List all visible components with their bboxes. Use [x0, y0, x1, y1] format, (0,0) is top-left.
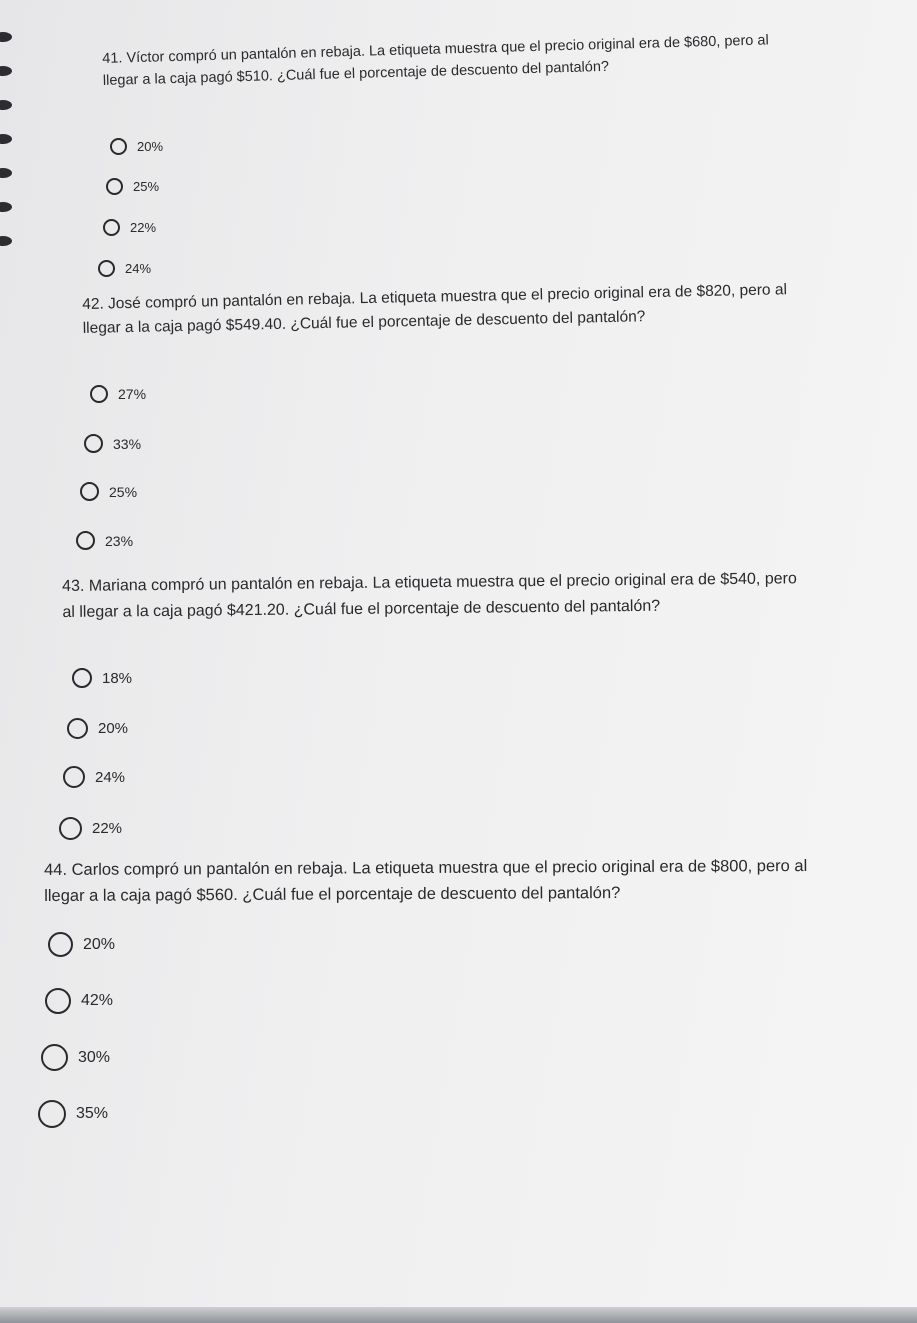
- q43-option-4[interactable]: [59, 817, 122, 840]
- binding-hole: [0, 100, 12, 110]
- option-label: 42%: [81, 992, 114, 1009]
- radio-button[interactable]: [90, 385, 108, 403]
- q41-option-4[interactable]: [98, 260, 151, 277]
- binding-hole: [0, 236, 12, 246]
- option-label: 25%: [109, 483, 138, 500]
- q42-option-3[interactable]: [80, 482, 137, 501]
- question-42-text: 42. José compró un pantalón en rebaja. La etiqueta muestra que el precio original era de $820, pero al llegar a la caja pagó $549.40. ¿Cuál fue el porcentaje de descuento del pantalón?: [82, 281, 788, 338]
- q42-option-1[interactable]: [90, 385, 146, 403]
- page-bottom-edge: [0, 1307, 917, 1323]
- option-label: 22%: [92, 820, 123, 837]
- radio-button[interactable]: [103, 219, 120, 236]
- q41-option-3[interactable]: [103, 219, 156, 236]
- q42-option-4[interactable]: [76, 531, 133, 550]
- radio-button[interactable]: [38, 1100, 66, 1128]
- radio-button[interactable]: [63, 766, 85, 788]
- question-43: [62, 566, 812, 625]
- question-44: [44, 853, 844, 910]
- option-label: 25%: [133, 179, 160, 194]
- q44-option-2[interactable]: [45, 988, 113, 1014]
- radio-button[interactable]: [48, 932, 73, 957]
- q43-option-3[interactable]: [63, 766, 125, 788]
- radio-button[interactable]: [84, 434, 103, 453]
- question-41: [102, 28, 803, 92]
- option-label: 24%: [95, 768, 126, 786]
- radio-button[interactable]: [106, 178, 123, 195]
- binding-hole: [0, 134, 12, 144]
- radio-button[interactable]: [72, 668, 92, 688]
- radio-button[interactable]: [45, 988, 71, 1014]
- q41-option-1[interactable]: [110, 138, 163, 155]
- option-label: 24%: [125, 261, 152, 276]
- radio-button[interactable]: [67, 718, 88, 739]
- option-label: 22%: [130, 220, 157, 235]
- radio-button[interactable]: [59, 817, 82, 840]
- option-label: 23%: [105, 532, 134, 549]
- option-label: 30%: [78, 1048, 111, 1066]
- option-label: 20%: [98, 720, 129, 737]
- q43-option-1[interactable]: [72, 668, 132, 688]
- binding-hole: [0, 168, 12, 178]
- option-label: 20%: [137, 139, 164, 154]
- question-43-text: 43. Mariana compró un pantalón en rebaja. La etiqueta muestra que el precio original era de $540, pero al llegar a la caja pagó $421.20. ¿Cuál fue el porcentaje de descuento del pantalón?: [62, 570, 797, 621]
- radio-button[interactable]: [41, 1044, 68, 1071]
- question-44-text: 44. Carlos compró un pantalón en rebaja. La etiqueta muestra que el precio original era de $800, pero al llegar a la caja pagó $560. ¿Cuál fue el porcentaje de descuento del pantalón?: [44, 857, 808, 906]
- q44-option-3[interactable]: [41, 1044, 110, 1071]
- q43-option-2[interactable]: [67, 718, 128, 739]
- q44-option-4[interactable]: [38, 1100, 108, 1128]
- question-42: [82, 278, 788, 342]
- binding-hole: [0, 66, 12, 76]
- binding-hole: [0, 32, 12, 42]
- notebook-binding: [0, 20, 26, 280]
- radio-button[interactable]: [80, 482, 99, 501]
- radio-button[interactable]: [110, 138, 127, 155]
- q44-option-1[interactable]: [48, 932, 115, 957]
- option-label: 35%: [76, 1105, 109, 1122]
- radio-button[interactable]: [76, 531, 95, 550]
- question-41-text: 41. Víctor compró un pantalón en rebaja. La etiqueta muestra que el precio original era de $680, pero al llegar a la caja pagó $510. ¿Cuál fue el porcentaje de descuento del pantalón?: [102, 32, 769, 90]
- radio-button[interactable]: [98, 260, 115, 277]
- option-label: 20%: [83, 935, 116, 953]
- option-label: 33%: [113, 435, 142, 452]
- binding-hole: [0, 202, 12, 212]
- q42-option-2[interactable]: [84, 434, 141, 453]
- q41-option-2[interactable]: [106, 178, 159, 195]
- option-label: 18%: [102, 669, 133, 687]
- option-label: 27%: [118, 386, 147, 402]
